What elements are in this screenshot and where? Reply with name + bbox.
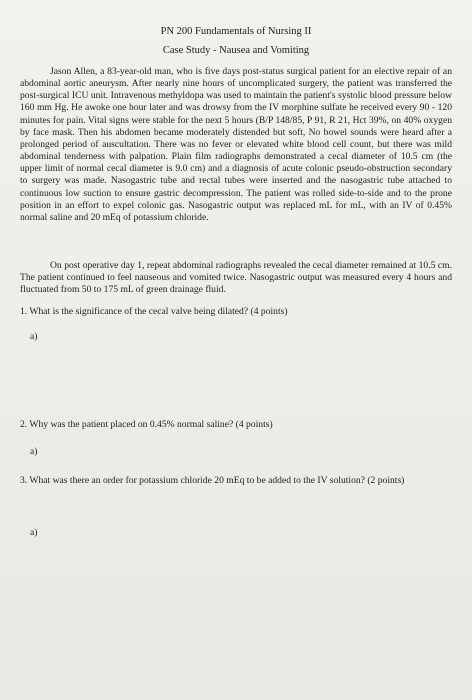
case-paragraph-1: Jason Allen, a 83-year-old man, who is five days post-status surgical patient for an elective repair of an abdominal aortic aneurysm. After nearly nine hours of uncomplicated surgery, the patient was transferred the post-surgical ICU unit. Intravenous methyldopa was used to maintain the patient's systolic blood pressure below 160 mm Hg. He awoke one hour later and was drowsy from the IV morphine sulfate he received every 90 - 120 minutes for pain. Vital signs were stable for the next 5 hours (B/P 148/85, P 91, R 21, Hct 39%, on 40% oxygen by face mask. Then his abdomen became moderately distended but soft, No bowel sounds were heard after a prolonged period of auscultation. There was no fever or elevated white blood cell count, but there was mild abdominal tenderness with palpation. Plain film radiographs demonstrated a cecal diameter of 10.5 cm (the upper limit of normal cecal diameter is 9.0 cm) and a diagnosis of acute colonic pseudo-obstruction secondary to surgery was made. Nasogastric tube and rectal tubes were inserted and the nasogastric tube attached to continuous low suction to ensure gastric decompression. The patient was rolled side-to-side and to the prone position in an effort to expel colonic gas. Nasogastric output was replaced mL for mL, with an IV of 0.45% normal saline and 20 mEq of potassium chloride. xyxy=(20,66,452,223)
case-paragraph-2: On post operative day 1, repeat abdominal radiographs revealed the cecal diameter remained at 10.5 cm. The patient continued to feel nauseous and vomited twice. Nasogastric output was measured every 4 hours and fluctuated from 50 to 175 mL of green drainage fluid. xyxy=(20,260,452,296)
document-title: PN 200 Fundamentals of Nursing II xyxy=(160,26,312,37)
document-subtitle: Case Study - Nausea and Vomiting xyxy=(162,45,310,56)
question-3: 3. What was there an order for potassium chloride 20 mEq to be added to the IV solution? (2 points) xyxy=(20,475,405,486)
answer-3-label: a) xyxy=(30,527,38,538)
answer-2-label: a) xyxy=(30,446,38,457)
answer-1-label: a) xyxy=(30,331,38,342)
question-1: 1. What is the significance of the cecal valve being dilated? (4 points) xyxy=(20,306,288,317)
question-2: 2. Why was the patient placed on 0.45% normal saline? (4 points) xyxy=(20,419,273,430)
